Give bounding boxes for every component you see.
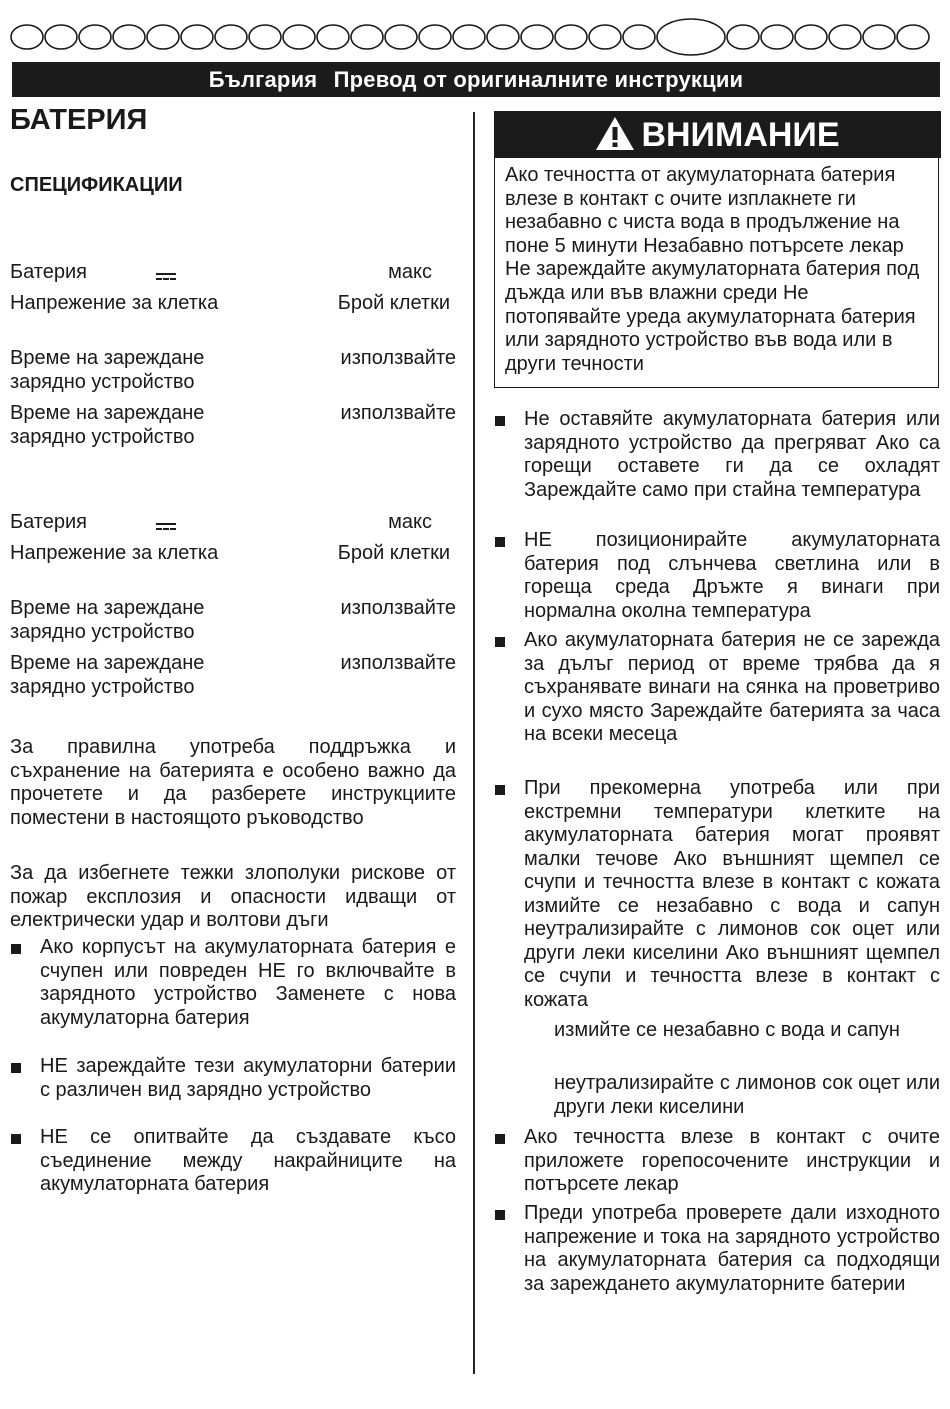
page-tab-oval-active <box>657 19 725 55</box>
warning-triangle-icon <box>595 116 635 151</box>
page-tab-oval <box>215 25 247 49</box>
bullet-square-icon <box>495 1134 505 1144</box>
bullet-square-icon <box>495 637 505 647</box>
page-heading: БАТЕРИЯ <box>10 104 148 136</box>
page-tab-oval <box>45 25 77 49</box>
list-item <box>494 529 940 623</box>
page-tab-oval <box>147 25 179 49</box>
list-item <box>494 777 940 1012</box>
page-tab-oval <box>589 25 621 49</box>
charge-time-label: Време на зареждане <box>10 597 205 619</box>
charge-time-label: Време на зареждане <box>10 402 205 424</box>
page-tab-oval <box>453 25 485 49</box>
list-item <box>494 1202 940 1296</box>
page-tab-oval <box>521 25 553 49</box>
intro-paragraph: За да избегнете тежки злополуки рискове от пожар експлозия и опасности идващи от електрически удар и волтови дъги <box>10 862 456 931</box>
charge-value: използвайте <box>340 652 456 674</box>
charger-label: зарядно устройство <box>10 371 195 393</box>
banner-country: България <box>208 67 318 92</box>
list-item-text: Ако акумулаторната батерия не се зарежда за дълъг период от време трябва да я съхранявате винаги на сянка на проветриво и сухо място Зареждайте батерията за часа на всеки месеца <box>524 629 940 745</box>
list-item <box>10 1126 456 1197</box>
page-tab-oval <box>829 25 861 49</box>
charger-label: зарядно устройство <box>10 621 195 643</box>
warning-text: Ако течността от акумулаторната батерия влезе в контакт с очите изплакнете ги незабавно с чиста вода в продължение на поне 5 минути Незабавно потърсете лекар Не зареждайте акумулаторната батерия под дъжда или във влажни среди Не потопявайте уреда акумулаторната батерия или зарядното устройство във вода или в други течности <box>494 158 939 388</box>
bullet-square-icon <box>495 1210 505 1220</box>
column-divider <box>473 112 475 1374</box>
page-tab-oval <box>555 25 587 49</box>
page-tab-oval <box>113 25 145 49</box>
list-item <box>10 1055 456 1102</box>
spec-cell-count-label: Брой клетки <box>337 292 450 314</box>
specs-heading: СПЕЦИФИКАЦИИ <box>10 174 183 196</box>
spec-max-label: макс <box>388 511 432 533</box>
list-item <box>494 408 940 502</box>
page-tab-oval <box>79 25 111 49</box>
spec-cell-voltage-label: Напрежение за клетка <box>10 292 219 314</box>
language-banner <box>12 62 940 97</box>
list-item <box>494 629 940 747</box>
list-item-text: Ако течността влезе в контакт с очите приложете горепосочените инструкции и потърсете лекар <box>524 1126 940 1195</box>
warning-header <box>494 111 941 158</box>
bullet-square-icon <box>495 785 505 795</box>
bullet-square-icon <box>495 416 505 426</box>
bullet-square-icon <box>11 1063 21 1073</box>
charge-value: използвайте <box>340 402 456 424</box>
page-tab-oval <box>385 25 417 49</box>
sub-item: неутрализирайте с лимонов сок оцет или други леки киселини <box>554 1072 940 1118</box>
list-item <box>10 936 456 1030</box>
charge-value: използвайте <box>340 597 456 619</box>
bullet-square-icon <box>11 944 21 954</box>
charge-value: използвайте <box>340 347 456 369</box>
page-tab-oval <box>249 25 281 49</box>
dc-symbol-icon <box>156 523 176 531</box>
page-tab-oval <box>351 25 383 49</box>
page-tab-oval <box>419 25 451 49</box>
bullet-square-icon <box>11 1134 21 1144</box>
list-item-text: Не оставяйте акумулаторната батерия или зарядното устройство да прегряват Ако са горещи оставете ги да се охладят Зареждайте само при стайна температура <box>524 408 940 501</box>
page-tab-oval <box>11 25 43 49</box>
page-tab-oval <box>863 25 895 49</box>
list-item-text: Преди употреба проверете дали изходното напрежение и тока на зарядното устройство на акумулаторната батерия са подходящи за зареждането акумулаторните батерии <box>524 1202 940 1295</box>
intro-paragraph: За правилна употреба поддръжка и съхранение на батерията е особено важно да прочетете и да разберете инструкциите поместени в настоящото ръководство <box>10 736 456 829</box>
page-tab-oval <box>487 25 519 49</box>
page-tab-oval <box>727 25 759 49</box>
spec-battery-label: Батерия <box>10 261 87 283</box>
spec-max-label: макс <box>388 261 432 283</box>
bullet-square-icon <box>495 537 505 547</box>
dc-symbol-icon <box>156 273 176 281</box>
charge-time-label: Време на зареждане <box>10 347 205 369</box>
charger-label: зарядно устройство <box>10 426 195 448</box>
page-tab-ovals <box>10 17 942 57</box>
charge-time-label: Време на зареждане <box>10 652 205 674</box>
spec-cell-count-label: Брой клетки <box>337 542 450 564</box>
page-tab-oval <box>795 25 827 49</box>
banner-title: Превод от оригиналните инструкции <box>333 67 744 92</box>
list-item-text: Ако корпусът на акумулаторната батерия е счупен или повреден НЕ го включвайте в зарядното устройство Заменете с нова акумулаторна батерия <box>40 936 456 1029</box>
list-item-text: НЕ зареждайте тези акумулаторни батерии с различен вид зарядно устройство <box>40 1055 456 1101</box>
charger-label: зарядно устройство <box>10 676 195 698</box>
page-tab-oval <box>283 25 315 49</box>
page-tab-oval <box>317 25 349 49</box>
list-item <box>494 1126 940 1197</box>
list-item-text: НЕ позиционирайте акумулаторната батерия под слънчева светлина или в гореща среда Дръжте я винаги при нормална околна температура <box>524 529 940 622</box>
spec-battery-label: Батерия <box>10 511 87 533</box>
page-tab-oval <box>181 25 213 49</box>
page-tab-oval <box>623 25 655 49</box>
sub-item: измийте се незабавно с вода и сапун <box>554 1019 900 1041</box>
list-item-text: При прекомерна употреба или при екстремни температури клетките на акумулаторната батерия могат проявят малки течове Ако външният щемпел се счупи и течността влезе в контакт с кожата измийте се незабавно с вода и сапун неутрализирайте с лимонов сок оцет или други леки киселини Ако външният щемпел се счупи и течността влезе в контакт с кожата <box>524 777 940 1011</box>
page-tab-oval <box>761 25 793 49</box>
page-tab-oval <box>897 25 929 49</box>
spec-cell-voltage-label: Напрежение за клетка <box>10 542 219 564</box>
list-item-text: НЕ се опитвайте да създавате късо съединение между накрайниците на акумулаторната батерия <box>40 1126 456 1195</box>
warning-title: ВНИМАНИЕ <box>641 116 840 154</box>
